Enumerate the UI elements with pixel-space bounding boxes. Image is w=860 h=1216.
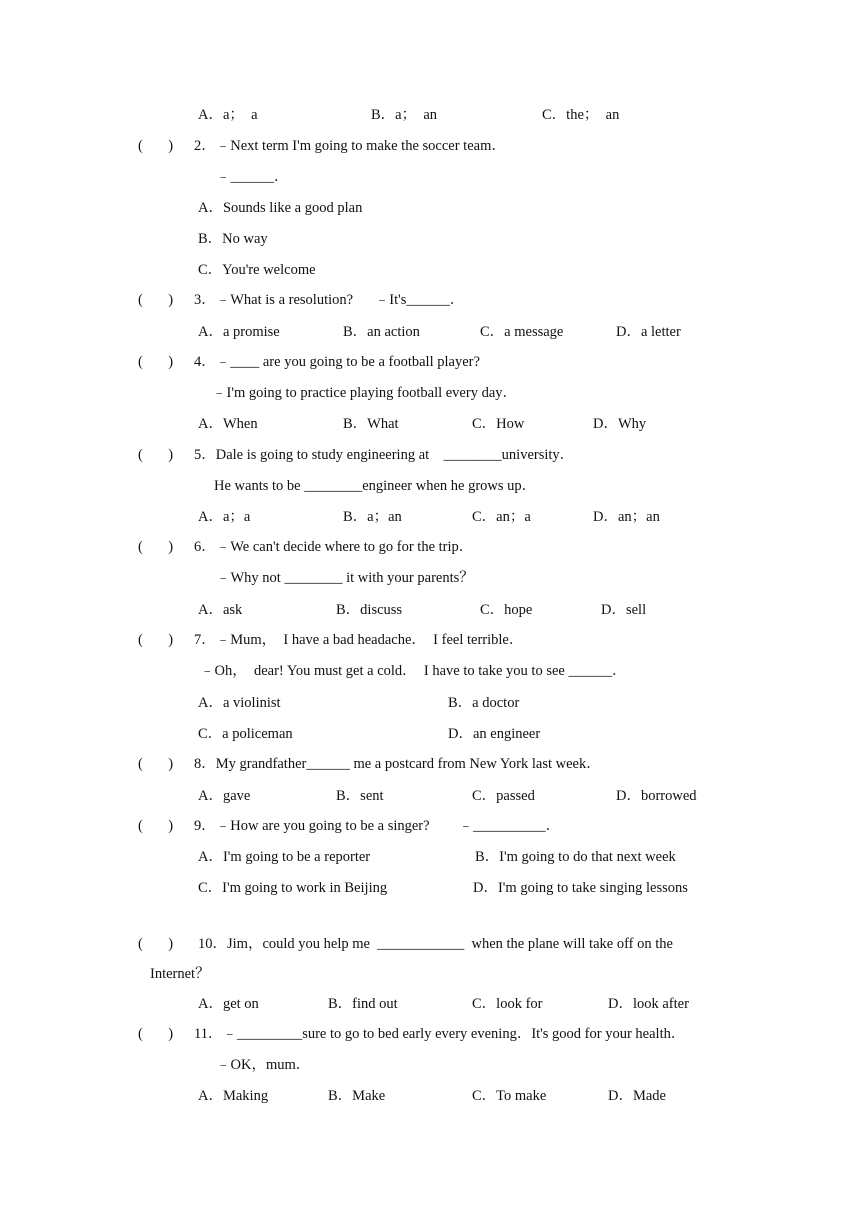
q4-option-d: D．Why (593, 416, 647, 432)
q11-answer-bracket: ( ) (138, 1026, 174, 1042)
q9-stem: 9．﹣How are you going to be a singer? ﹣__________． (194, 818, 561, 834)
q1-option-c: C．the； an (542, 107, 620, 123)
q11-option-d: D．Made (608, 1088, 666, 1104)
q11-reply: ﹣OK，mum． (216, 1057, 311, 1073)
q5-stem: 5．Dale is going to study engineering at ________university． (194, 447, 575, 463)
q2-answer-bracket: ( ) (138, 138, 174, 154)
q5-answer-bracket: ( ) (138, 447, 174, 463)
q7-stem: 7．﹣Mum， I have a bad headache． I feel terrible． (194, 632, 524, 648)
q6-stem: 6．﹣We can't decide where to go for the trip． (194, 539, 474, 555)
q9-option-b: B．I'm going to do that next week (475, 849, 676, 865)
q7-option-a: A．a violinist (198, 695, 281, 711)
q2-option-a: A．Sounds like a good plan (198, 200, 363, 216)
q10-option-c: C．look for (472, 996, 543, 1012)
q5-option-c: C．an；a (472, 509, 531, 525)
q10-answer-bracket: ( ) (138, 936, 174, 952)
q8-stem: 8．My grandfather______ me a postcard from New York last week． (194, 756, 601, 772)
q10-stem-line2: Internet？ (150, 966, 210, 982)
q6-answer-bracket: ( ) (138, 539, 174, 555)
q4-reply: ﹣I'm going to practice playing football every day． (212, 385, 518, 401)
q6-option-c: C．hope (480, 602, 533, 618)
q1-option-b: B．a； an (371, 107, 438, 123)
q3-option-c: C．a message (480, 324, 564, 340)
q7-answer-bracket: ( ) (138, 632, 174, 648)
q9-answer-bracket: ( ) (138, 818, 174, 834)
q2-reply: ﹣______． (216, 169, 289, 185)
q2-option-b: B．No way (198, 231, 268, 247)
q11-option-c: C．To make (472, 1088, 547, 1104)
q8-option-d: D．borrowed (616, 788, 697, 804)
q6-option-a: A．ask (198, 602, 243, 618)
q11-option-b: B．Make (328, 1088, 386, 1104)
q4-stem: 4．﹣____ are you going to be a football player? (194, 354, 480, 370)
q11-stem: 11．﹣_________sure to go to bed early every evening．It's good for your health． (194, 1026, 686, 1042)
q2-stem: 2．﹣Next term I'm going to make the soccer team． (194, 138, 506, 154)
q10-option-b: B．find out (328, 996, 398, 1012)
q5-option-b: B．a；an (343, 509, 402, 525)
q1-option-a: A．a； a (198, 107, 258, 123)
q10-stem: 10．Jim，could you help me ____________ when the plane will take off on the (198, 936, 673, 952)
q8-option-c: C．passed (472, 788, 535, 804)
q8-option-a: A．gave (198, 788, 251, 804)
q3-option-a: A．a promise (198, 324, 280, 340)
q6-option-d: D．sell (601, 602, 647, 618)
q4-option-b: B．What (343, 416, 399, 432)
q3-option-b: B．an action (343, 324, 420, 340)
q3-answer-bracket: ( ) (138, 292, 174, 308)
q3-option-d: D．a letter (616, 324, 681, 340)
q7-option-b: B．a doctor (448, 695, 520, 711)
q7-option-c: C．a policeman (198, 726, 293, 742)
q9-option-c: C．I'm going to work in Beijing (198, 880, 388, 896)
q11-option-a: A．Making (198, 1088, 269, 1104)
q9-option-a: A．I'm going to be a reporter (198, 849, 371, 865)
q8-option-b: B．sent (336, 788, 384, 804)
q6-option-b: B．discuss (336, 602, 403, 618)
q5-stem-line2: He wants to be ________engineer when he grows up． (214, 478, 537, 494)
q6-reply: ﹣Why not ________ it with your parents？ (216, 570, 474, 586)
q2-option-c: C．You're welcome (198, 262, 316, 278)
q10-option-a: A．get on (198, 996, 259, 1012)
q7-option-d: D．an engineer (448, 726, 541, 742)
q4-option-a: A．When (198, 416, 258, 432)
q8-answer-bracket: ( ) (138, 756, 174, 772)
q7-reply: ﹣Oh， dear! You must get a cold． I have to take you to see ______． (200, 663, 627, 679)
q4-option-c: C．How (472, 416, 525, 432)
q5-option-a: A．a；a (198, 509, 251, 525)
q9-option-d: D．I'm going to take singing lessons (473, 880, 688, 896)
q4-answer-bracket: ( ) (138, 354, 174, 370)
q3-stem: 3．﹣What is a resolution? ﹣It's______． (194, 292, 465, 308)
q10-option-d: D．look after (608, 996, 689, 1012)
q5-option-d: D．an；an (593, 509, 660, 525)
